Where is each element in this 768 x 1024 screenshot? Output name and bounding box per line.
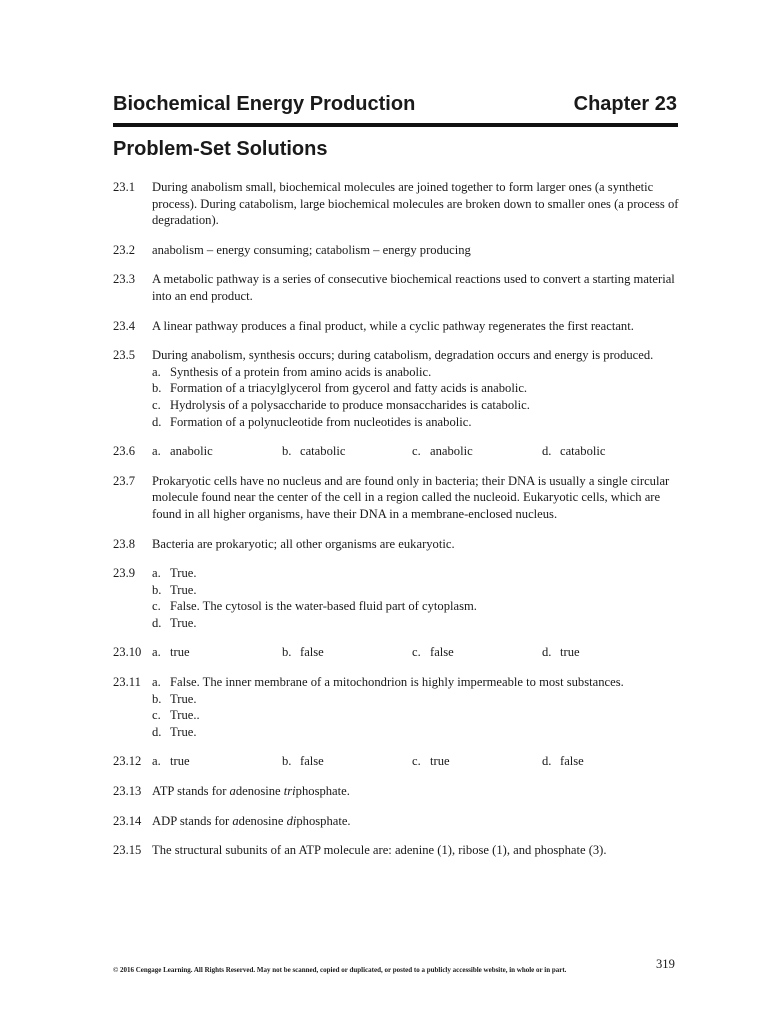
answer-row	[152, 443, 679, 460]
problem-23-10	[113, 644, 679, 661]
italic-part: a	[232, 813, 239, 828]
sub-label: c.	[152, 397, 161, 412]
sub-label: c.	[152, 708, 161, 723]
sub-label: b.	[152, 582, 162, 597]
cell-label: d.	[542, 444, 552, 459]
chapter-title: Biochemical Energy Production	[113, 93, 416, 115]
sub-text: Hydrolysis of a polysaccharide to produce monsaccharides is catabolic.	[170, 397, 530, 412]
problem-text	[152, 813, 679, 830]
chapter-number: Chapter 23	[573, 93, 677, 115]
problem-23-4	[113, 318, 679, 335]
problem-23-7	[113, 473, 679, 523]
problem-text: During anabolism small, biochemical molecules are joined together to form larger ones (a synthetic process). During catabolism, large biochemical molecules are broken down to smaller ones (a process of degradation).	[152, 180, 679, 228]
sub-answer	[152, 380, 679, 397]
sub-label: a.	[152, 566, 161, 581]
problem-number: 23.8	[113, 536, 136, 551]
problem-number: 23.11	[113, 675, 141, 690]
problem-text: anabolism – energy consuming; catabolism – energy producing	[152, 242, 471, 257]
problem-23-2	[113, 242, 679, 259]
cell-text: catabolic	[560, 444, 606, 459]
sub-text: True.	[170, 566, 197, 581]
problem-23-12	[113, 753, 679, 770]
answer-cell	[152, 443, 282, 460]
answer-cell	[412, 644, 542, 661]
problem-23-1	[113, 179, 679, 229]
problem-23-6	[113, 443, 679, 460]
sub-text: True.	[170, 691, 197, 706]
cell-text: false	[300, 754, 324, 769]
answer-cell	[542, 753, 672, 770]
answer-cell	[542, 443, 672, 460]
page-number: 319	[656, 957, 675, 971]
problem-23-5	[113, 347, 679, 430]
cell-text: false	[560, 754, 584, 769]
answer-cell	[152, 644, 282, 661]
problem-number: 23.9	[113, 566, 136, 581]
header-rule	[113, 123, 678, 127]
problem-23-14	[113, 813, 679, 830]
cell-text: true	[170, 645, 190, 660]
cell-text: catabolic	[300, 444, 346, 459]
problem-text: A metabolic pathway is a series of consecutive biochemical reactions used to convert a starting material into an end product.	[152, 272, 675, 303]
answer-cell	[412, 443, 542, 460]
italic-part: di	[286, 813, 297, 828]
problem-text: Bacteria are prokaryotic; all other organisms are eukaryotic.	[152, 536, 455, 551]
problem-number: 23.12	[113, 754, 142, 769]
problem-text: A linear pathway produces a final product, while a cyclic pathway regenerates the first reactant.	[152, 318, 634, 333]
problem-number: 23.6	[113, 444, 136, 459]
sub-answer	[152, 364, 679, 381]
problem-number: 23.2	[113, 242, 136, 257]
problem-number: 23.15	[113, 843, 142, 858]
sub-label: d.	[152, 724, 162, 739]
sub-label: a.	[152, 364, 161, 379]
cell-text: false	[300, 645, 324, 660]
cell-label: c.	[412, 645, 421, 660]
problem-number: 23.10	[113, 645, 142, 660]
sub-text: True.	[170, 582, 197, 597]
sub-answer	[152, 674, 679, 691]
problem-23-13	[113, 783, 679, 800]
sub-label: b.	[152, 381, 162, 396]
text-part: denosine	[238, 813, 287, 828]
problem-23-15	[113, 842, 679, 859]
cell-label: a.	[152, 645, 161, 660]
text-part: ATP stands for	[152, 784, 230, 799]
problem-23-8	[113, 536, 679, 553]
problem-number: 23.5	[113, 348, 136, 363]
text-part: ADP stands for	[152, 813, 233, 828]
sub-text: True.	[170, 615, 197, 630]
sub-answer	[152, 707, 679, 724]
answer-cell	[282, 753, 412, 770]
cell-label: c.	[412, 444, 421, 459]
sub-text: True.	[170, 724, 197, 739]
cell-text: true	[170, 754, 190, 769]
sub-answer	[152, 724, 679, 741]
answer-row	[152, 753, 679, 770]
problem-number: 23.13	[113, 784, 142, 799]
problem-text: The structural subunits of an ATP molecule are: adenine (1), ribose (1), and phosphate (3).	[152, 843, 607, 858]
cell-label: c.	[412, 754, 421, 769]
problem-number: 23.7	[113, 473, 136, 488]
sub-text: False. The inner membrane of a mitochondrion is highly impermeable to most substances.	[170, 675, 624, 690]
italic-part: a	[229, 784, 236, 799]
text-part: denosine	[235, 784, 284, 799]
problem-number: 23.4	[113, 318, 136, 333]
running-header	[113, 93, 677, 121]
problem-text: Prokaryotic cells have no nucleus and are found only in bacteria; their DNA is usually a single circular molecule found near the center of the cell in a region called the nucleoid. Eukaryotic cells, which are found in all higher organisms, have their DNA in a membrane-enclosed nucleus.	[152, 473, 670, 521]
answer-cell	[282, 644, 412, 661]
sub-label: c.	[152, 599, 161, 614]
sub-answer	[152, 397, 679, 414]
problem-number: 23.14	[113, 813, 142, 828]
problem-number: 23.3	[113, 272, 136, 287]
cell-label: b.	[282, 754, 292, 769]
answer-cell	[282, 443, 412, 460]
cell-label: d.	[542, 645, 552, 660]
sub-label: b.	[152, 691, 162, 706]
sub-text: False. The cytosol is the water-based fluid part of cytoplasm.	[170, 599, 477, 614]
problem-text	[152, 783, 679, 800]
cell-label: b.	[282, 444, 292, 459]
problem-number: 23.1	[113, 180, 136, 194]
sub-answer	[152, 615, 679, 632]
cell-text: anabolic	[170, 444, 213, 459]
sub-text: Synthesis of a protein from amino acids is anabolic.	[170, 364, 432, 379]
cell-text: true	[560, 645, 580, 660]
cell-label: b.	[282, 645, 292, 660]
sub-answer	[152, 582, 679, 599]
text-part: phosphate.	[296, 813, 351, 828]
problem-list	[113, 179, 679, 872]
sub-label: d.	[152, 615, 162, 630]
cell-text: anabolic	[430, 444, 473, 459]
sub-label: d.	[152, 414, 162, 429]
sub-text: True..	[170, 708, 200, 723]
answer-cell	[152, 753, 282, 770]
sub-answer	[152, 598, 679, 615]
problem-text: During anabolism, synthesis occurs; during catabolism, degradation occurs and energy is produced.	[152, 348, 654, 363]
italic-part: tri	[283, 784, 296, 799]
problem-23-11	[113, 674, 679, 740]
cell-label: a.	[152, 444, 161, 459]
answer-row	[152, 644, 679, 661]
problem-23-3	[113, 271, 679, 304]
answer-cell	[542, 644, 672, 661]
sub-text: Formation of a polynucleotide from nucleotides is anabolic.	[170, 414, 472, 429]
section-title: Problem-Set Solutions	[113, 138, 328, 160]
sub-answer	[152, 691, 679, 708]
sub-answer	[152, 565, 679, 582]
sub-text: Formation of a triacylglycerol from gycerol and fatty acids is anabolic.	[170, 381, 528, 396]
sub-label: a.	[152, 675, 161, 690]
sub-answer	[152, 414, 679, 431]
text-part: phosphate.	[295, 784, 350, 799]
copyright-footer: © 2016 Cengage Learning. All Rights Reserved. May not be scanned, copied or duplicated, or posted to a publicly accessible website, in whole or in part.	[113, 966, 567, 974]
cell-label: d.	[542, 754, 552, 769]
cell-text: true	[430, 754, 450, 769]
cell-text: false	[430, 645, 454, 660]
problem-23-9	[113, 565, 679, 631]
cell-label: a.	[152, 754, 161, 769]
answer-cell	[412, 753, 542, 770]
